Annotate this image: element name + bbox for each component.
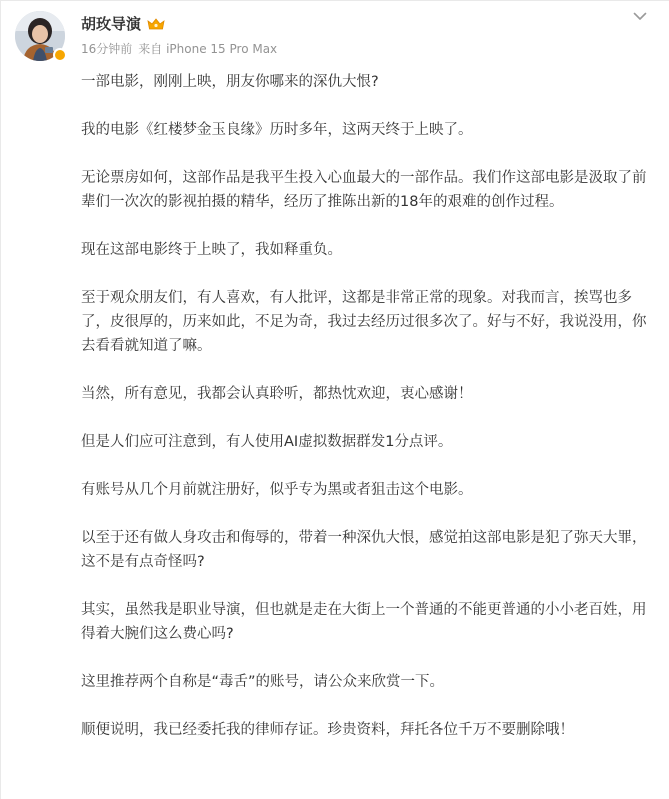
post-content bbox=[81, 70, 653, 742]
post-paragraph: 至于观众朋友们，有人喜欢，有人批评，这都是非常正常的现象。对我而言，挨骂也多了，皮很厚的，历来如此，不足为奇，我过去经历过很多次了。好与不好，我说没用，你去看看就知道了嘛。 bbox=[81, 290, 647, 354]
post-paragraph: 以至于还有做人身攻击和侮辱的，带着一种深仇大恨，感觉拍这部电影是犯了弥天大罪，这不是有点奇怪吗? bbox=[81, 530, 647, 570]
post-paragraph: 其实，虽然我是职业导演，但也就是走在大街上一个普通的不能更普通的小小老百姓，用得着大腕们这么费心吗? bbox=[81, 602, 647, 642]
chevron-down-icon bbox=[633, 12, 647, 21]
post-source: 来自 iPhone 15 Pro Max bbox=[138, 42, 278, 56]
post-paragraph: 现在这部电影终于上映了，我如释重负。 bbox=[81, 242, 342, 258]
post-paragraph: 一部电影，刚刚上映，朋友你哪来的深仇大恨? bbox=[81, 74, 379, 90]
post-paragraph: 顺便说明，我已经委托我的律师存证。珍贵资料，拜托各位千万不要删除哦！ bbox=[81, 722, 574, 738]
post-paragraph: 有账号从几个月前就注册好，似乎专为黑或者狙击这个电影。 bbox=[81, 482, 473, 498]
post-paragraph: 但是人们应可注意到，有人使用AI虚拟数据群发1分点评。 bbox=[81, 434, 453, 450]
post-meta bbox=[81, 40, 283, 58]
post-menu-button[interactable] bbox=[629, 7, 651, 25]
author-row bbox=[81, 13, 165, 35]
verified-badge-icon bbox=[53, 48, 67, 62]
post-paragraph: 当然，所有意见，我都会认真聆听，都热忱欢迎，衷心感谢！ bbox=[81, 386, 473, 402]
post-paragraph: 无论票房如何，这部作品是我平生投入心血最大的一部作品。我们作这部电影是汲取了前辈们一次次的影视拍摄的精华，经历了推陈出新的18年的艰难的创作过程。 bbox=[81, 170, 647, 210]
vip-crown-icon[interactable] bbox=[147, 17, 165, 31]
post-time[interactable]: 16分钟前 bbox=[81, 42, 133, 56]
post-paragraph: 这里推荐两个自称是“毒舌”的账号，请公众来欣赏一下。 bbox=[81, 674, 445, 690]
author-name[interactable]: 胡玫导演 bbox=[81, 15, 142, 33]
post-paragraph: 我的电影《红楼梦金玉良缘》历时多年，这两天终于上映了。 bbox=[81, 122, 473, 138]
